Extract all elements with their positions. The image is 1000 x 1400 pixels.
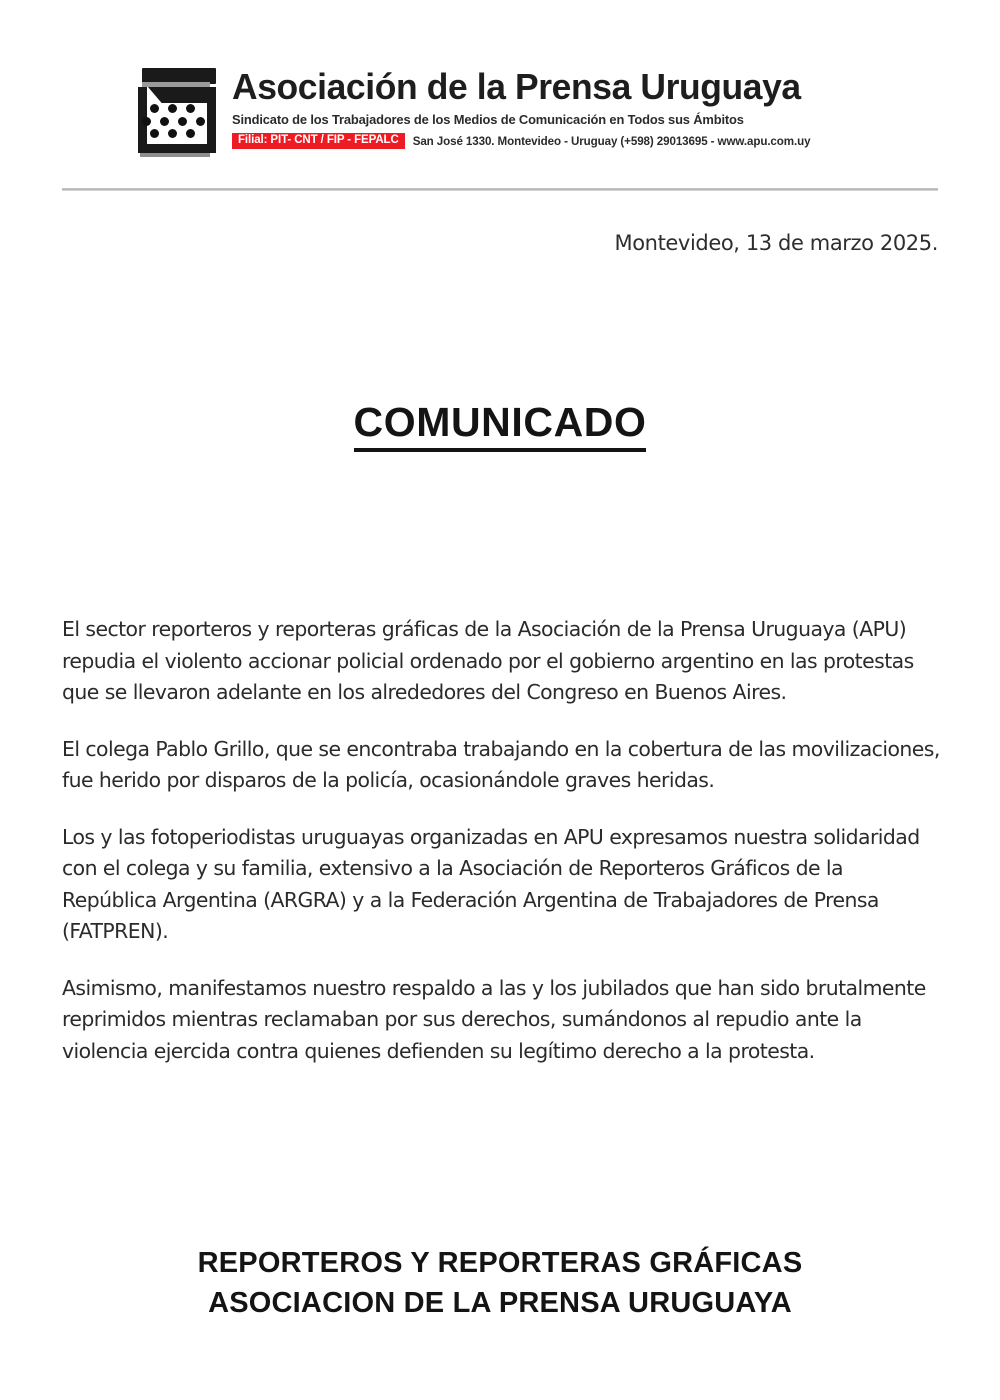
signature-block	[0, 1243, 1000, 1323]
signature-line-2: ASOCIACION DE LA PRENSA URUGUAYA	[208, 1287, 792, 1319]
dateline: Montevideo, 13 de marzo 2025.	[614, 231, 938, 255]
letterhead-text	[232, 66, 878, 149]
body-copy	[62, 614, 940, 1067]
organization-contact-row	[232, 133, 878, 150]
affiliation-badge: Filial: PIT- CNT / FIP - FEPALC	[232, 133, 405, 150]
logo-bottom-bar	[138, 144, 216, 153]
page-title-text: COMUNICADO	[354, 399, 647, 452]
logo-bottom-bar-shade	[140, 153, 210, 157]
letterhead	[138, 66, 878, 158]
page-title	[0, 399, 1000, 446]
body-paragraph: El colega Pablo Grillo, que se encontraba trabajando en la cobertura de las movilizaciones, fue herido por disparos de la policía, ocasionándole graves heridas.	[62, 736, 940, 792]
organization-address: San José 1330. Montevideo - Uruguay (+598) 29013695 - www.apu.com.uy	[412, 134, 811, 148]
logo-dot-grid	[146, 104, 208, 138]
body-paragraph: Los y las fotoperiodistas uruguayas organizadas en APU expresamos nuestra solidaridad con el colega y su familia, extensivo a la Asociación de Reporteros Gráficos de la República Argentina (ARGRA) y a la Federación Argentina de Trabajadores de Prensa (FATPREN).	[62, 824, 920, 943]
header-divider	[62, 188, 938, 191]
organization-name: Asociación de la Prensa Uruguaya	[232, 66, 801, 107]
body-paragraph: El sector reporteros y reporteras gráficas de la Asociación de la Prensa Uruguaya (APU) repudia el violento accionar policial ordenado por el gobierno argentino en las protestas que se llevaron adelante en los alrededores del Congreso en Buenos Aires.	[62, 617, 914, 704]
signature-line-1: REPORTEROS Y REPORTERAS GRÁFICAS	[197, 1247, 803, 1279]
organization-tagline: Sindicato de los Trabajadores de los Medios de Comunicación en Todos sus Ámbitos	[232, 111, 744, 127]
body-paragraph: Asimismo, manifestamos nuestro respaldo a las y los jubilados que han sido brutalmente reprimidos mientras reclamaban por sus derechos, sumándonos al repudio ante la violencia ejercida contra quienes defienden su legítimo derecho a la protesta.	[62, 975, 926, 1063]
printing-press-icon	[138, 66, 220, 158]
